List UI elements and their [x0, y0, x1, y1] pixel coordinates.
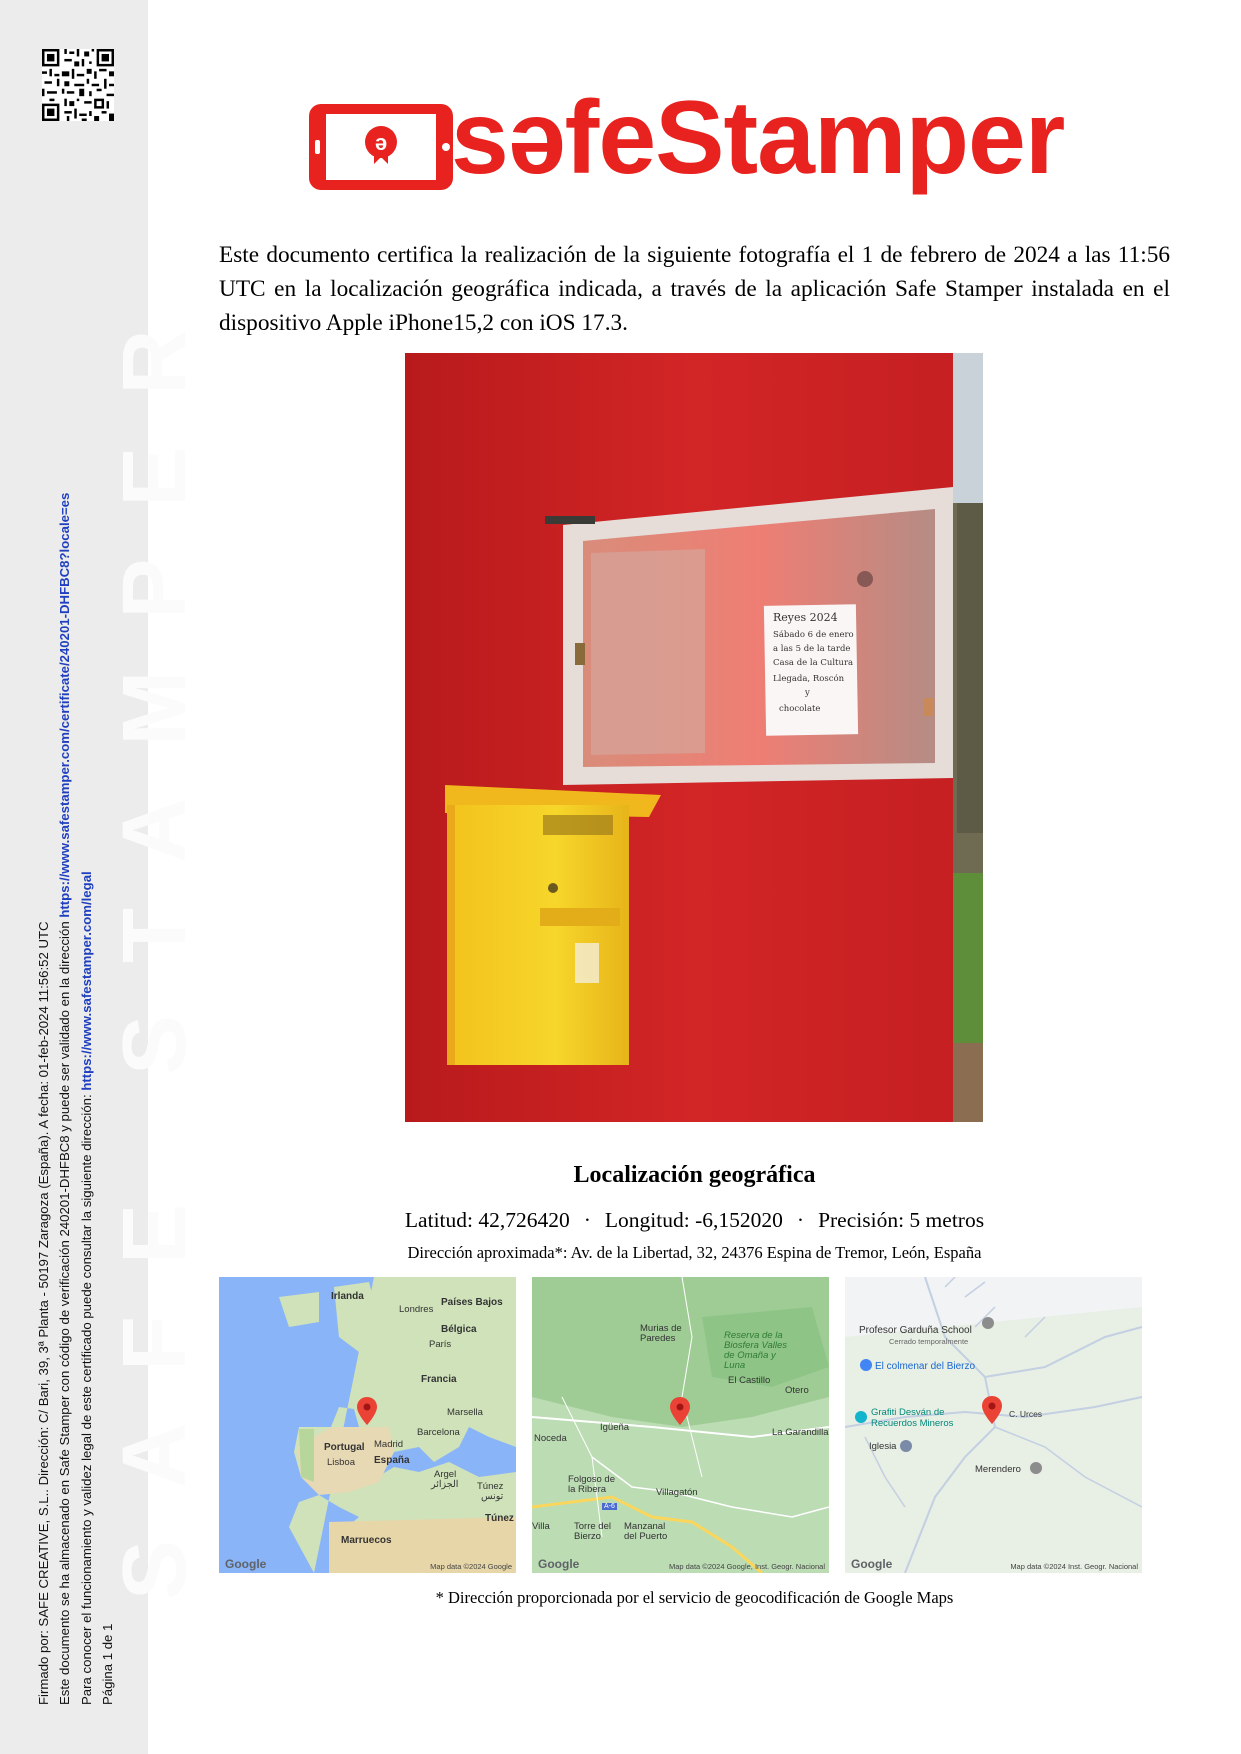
signed-by-line: Firmado por: SAFE CREATIVE, S.L.. Dirección: C/ Bari, 39, 3ª Planta - 50197 Zaragoza (España). A fecha: 01-feb-2024 11:56:52 UTC [36, 921, 51, 1705]
location-pin-icon [357, 1397, 377, 1425]
note-line-1: Reyes 2024 [773, 611, 838, 624]
google-logo: Google [225, 1557, 267, 1571]
map-label: El Castillo [728, 1375, 771, 1386]
note-line-5: Llegada, Roscón [773, 674, 845, 684]
page-number: Página 1 de 1 [100, 1623, 115, 1705]
map-label: Profesor Garduña School [859, 1325, 972, 1336]
map-label: Torre del Bierzo [574, 1521, 611, 1542]
map-attribution: Map data ©2024 Inst. Geogr. Nacional [1010, 1562, 1138, 1571]
church-icon [900, 1440, 912, 1452]
map-label: Noceda [534, 1433, 567, 1444]
school-icon [982, 1317, 994, 1329]
certificate-link[interactable]: https://www.safestamper.com/certificate/240201-DHFBC8?locale=es [57, 492, 72, 918]
map-attribution: Map data ©2024 Google, Inst. Geogr. Nacional [668, 1562, 825, 1571]
verification-text: Este documento se ha almacenado en Safe Stamper con código de verificación 240201-DHFBC8 y puede ser validado en la dirección [57, 921, 72, 1705]
map-label: Londres [399, 1304, 434, 1315]
qr-code[interactable] [42, 49, 114, 121]
map-label: Grafiti Desván de Recuerdos Mineros [871, 1407, 954, 1429]
map-label: Madrid [374, 1439, 404, 1450]
map-label: Países Bajos [441, 1297, 503, 1308]
note-line-3: a las 5 de la tarde [773, 644, 851, 654]
map-attribution: Map data ©2024 Google [430, 1562, 512, 1571]
map-label: Murias de Paredes [640, 1323, 682, 1344]
map-label: C. Urces [1009, 1409, 1043, 1419]
map-label: Marsella [447, 1407, 483, 1418]
highway-badge: A-6 [604, 1503, 615, 1510]
picnic-icon [1030, 1462, 1042, 1474]
map-label: Argel [434, 1469, 457, 1480]
legal-link[interactable]: https://www.safestamper.com/legal [79, 871, 94, 1091]
map-europe[interactable] [219, 1277, 516, 1573]
map-label: Merendero [975, 1464, 1021, 1475]
map-label: España [374, 1455, 410, 1466]
map-label: الجزائر [431, 1479, 459, 1490]
note-line-4: Casa de la Cultura [773, 658, 854, 668]
map-label: La Garandilla [772, 1427, 829, 1438]
coordinates-line [219, 1208, 1170, 1233]
map-label: Villagatón [656, 1487, 698, 1498]
map-label: Villa [532, 1521, 550, 1532]
map-label: Reserva de la Biosfera Valles de Omaña y Luna [724, 1330, 788, 1371]
svg-text:ə: ə [374, 130, 388, 155]
safestamper-logo [306, 80, 1086, 196]
map-label: El colmenar del Bierzo [875, 1361, 976, 1372]
map-label: تونس [481, 1491, 504, 1502]
note-line-6: y [805, 688, 810, 698]
sidebar-watermark: SAFE STAMPER [105, 277, 205, 1600]
separator: · [796, 1208, 805, 1232]
map-label: Iglesia [869, 1441, 897, 1452]
latitude: Latitud: 42,726420 [404, 1208, 570, 1232]
note-line-7: chocolate [779, 704, 821, 714]
attraction-icon [855, 1411, 867, 1423]
map-label: París [429, 1339, 452, 1350]
map-label: Barcelona [417, 1427, 460, 1438]
map-label: Irlanda [331, 1291, 364, 1302]
map-region[interactable] [532, 1277, 829, 1573]
location-title: Localización geográfica [573, 1162, 816, 1188]
map-label: Túnez [477, 1481, 504, 1492]
map-label: Manzanal del Puerto [624, 1521, 668, 1542]
map-label: Francia [421, 1374, 457, 1385]
stamp-device-icon [306, 100, 456, 196]
footnote: * Dirección proporcionada por el servicio de geocodificación de Google Maps [435, 1588, 954, 1607]
brand-name: səfeStamper [451, 80, 1065, 196]
precision: Precisión: 5 metros [818, 1208, 985, 1232]
verification-line [57, 493, 72, 1705]
longitude: Longitud: -6,152020 [604, 1208, 783, 1232]
map-label: Portugal [324, 1442, 365, 1453]
map-label: Bélgica [441, 1324, 477, 1335]
map-local[interactable] [845, 1277, 1142, 1573]
map-label: Marruecos [341, 1535, 392, 1546]
google-logo: Google [851, 1557, 893, 1571]
shop-icon [860, 1359, 872, 1371]
note-line-2: Sábado 6 de enero [773, 630, 854, 640]
location-pin-icon [670, 1397, 690, 1425]
legal-text: Para conocer el funcionamiento y validez legal de este certificado puede consultar la siguiente dirección: [79, 1094, 94, 1705]
map-label: Igüeña [600, 1422, 630, 1433]
map-label: Otero [785, 1385, 809, 1396]
certification-paragraph: Este documento certifica la realización de la siguiente fotografía el 1 de febrero de 2024 a las 11:56 UTC en la localización geográfica indicada, a través de la aplicación Safe Stamper instalada en el dispositivo Apple iPhone15,2 con iOS 17.3. [219, 242, 1170, 336]
map-label: Cerrado temporalmente [889, 1337, 969, 1346]
approximate-address: Dirección aproximada*: Av. de la Libertad, 32, 24376 Espina de Tremor, León, España [407, 1243, 982, 1262]
sidebar-strip [0, 0, 205, 1754]
map-label: Lisboa [327, 1457, 355, 1468]
separator: · [583, 1208, 591, 1232]
location-pin-icon [982, 1396, 1002, 1424]
google-logo: Google [538, 1557, 580, 1571]
legal-line [79, 871, 94, 1705]
certified-photo [405, 353, 983, 1122]
map-label: Folgoso de la Ribera [568, 1474, 616, 1495]
map-label: Túnez [485, 1513, 514, 1524]
